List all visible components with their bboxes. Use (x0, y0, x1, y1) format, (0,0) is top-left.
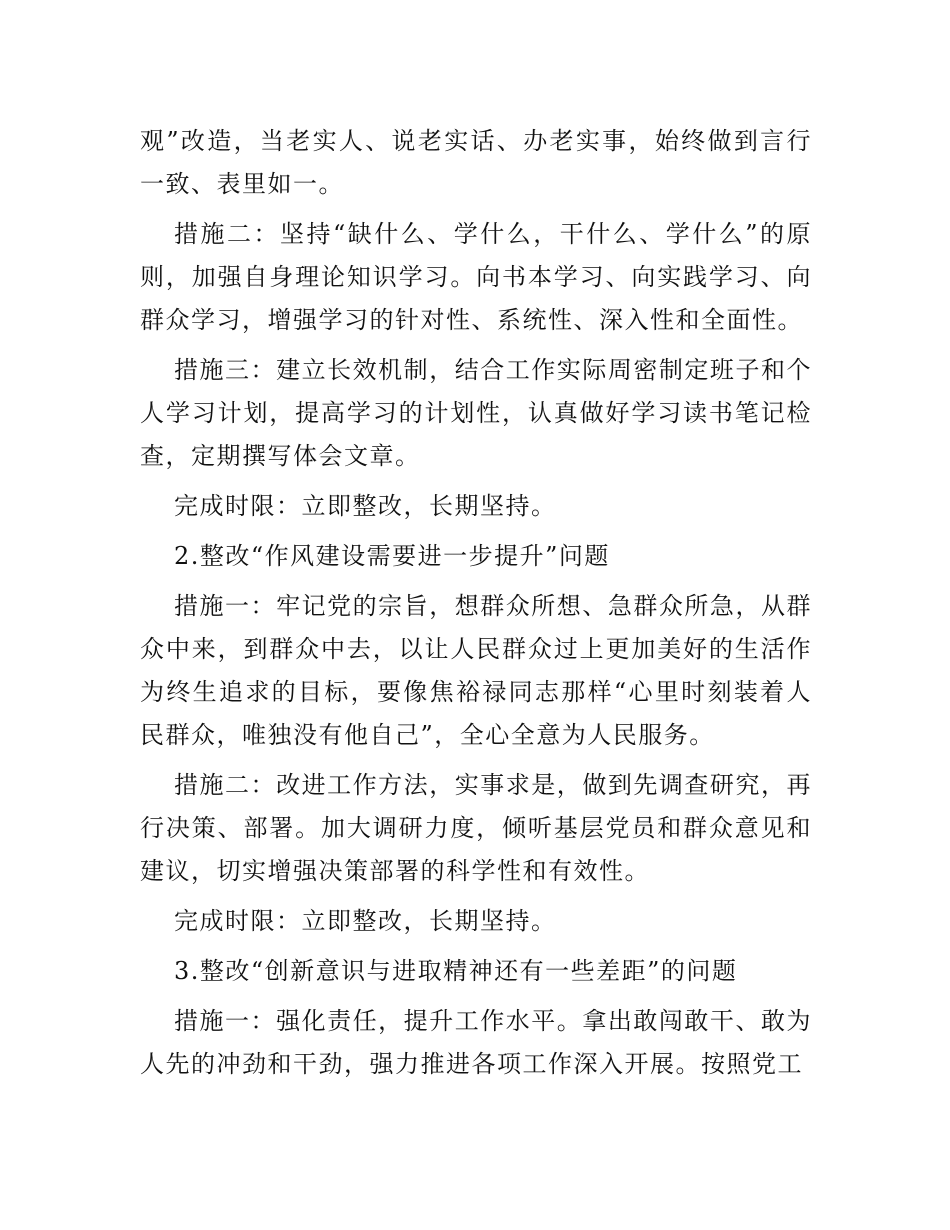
paragraph-deadline-2: 完成时限：立即整改，长期坚持。 (174, 907, 557, 935)
section-heading-2: 2.整改“作风建设需要进一步提升”问题 (174, 542, 610, 570)
paragraph-deadline-1: 完成时限：立即整改，长期坚持。 (174, 492, 557, 520)
section-heading-3: 3.整改“创新意识与进取精神还有一些差距”的问题 (174, 957, 738, 985)
paragraph-continuation: 观”改造，当老实人、说老实话、办老实事，始终做到言行一致、表里如一。 (140, 127, 812, 198)
paragraph-measure-one-responsibility: 措施一：强化责任，提升工作水平。拿出敢闯敢干、敢为人先的冲劲和干劲，强力推进各项工作深入开展。按照党工 (140, 1007, 812, 1078)
paragraph-measure-two-method: 措施二：改进工作方法，实事求是，做到先调查研究，再行决策、部署。加大调研力度，倾听基层党员和群众意见和建议，切实增强决策部署的科学性和有效性。 (140, 771, 812, 885)
paragraph-measure-two-study: 措施二：坚持“缺什么、学什么，干什么、学什么”的原则，加强自身理论知识学习。向书本学习、向实践学习、向群众学习，增强学习的针对性、系统性、深入性和全面性。 (140, 220, 812, 334)
paragraph-measure-three-mechanism: 措施三：建立长效机制，结合工作实际周密制定班子和个人学习计划，提高学习的计划性，认真做好学习读书笔记检查，定期撰写体会文章。 (140, 356, 812, 470)
paragraph-measure-one-purpose: 措施一：牢记党的宗旨，想群众所想、急群众所急，从群众中来，到群众中去，以让人民群众过上更加美好的生活作为终生追求的目标，要像焦裕禄同志那样“心里时刻装着人民群众，唯独没有他自己”，全心全意为人民服务。 (140, 592, 812, 749)
document-body (140, 120, 812, 1093)
